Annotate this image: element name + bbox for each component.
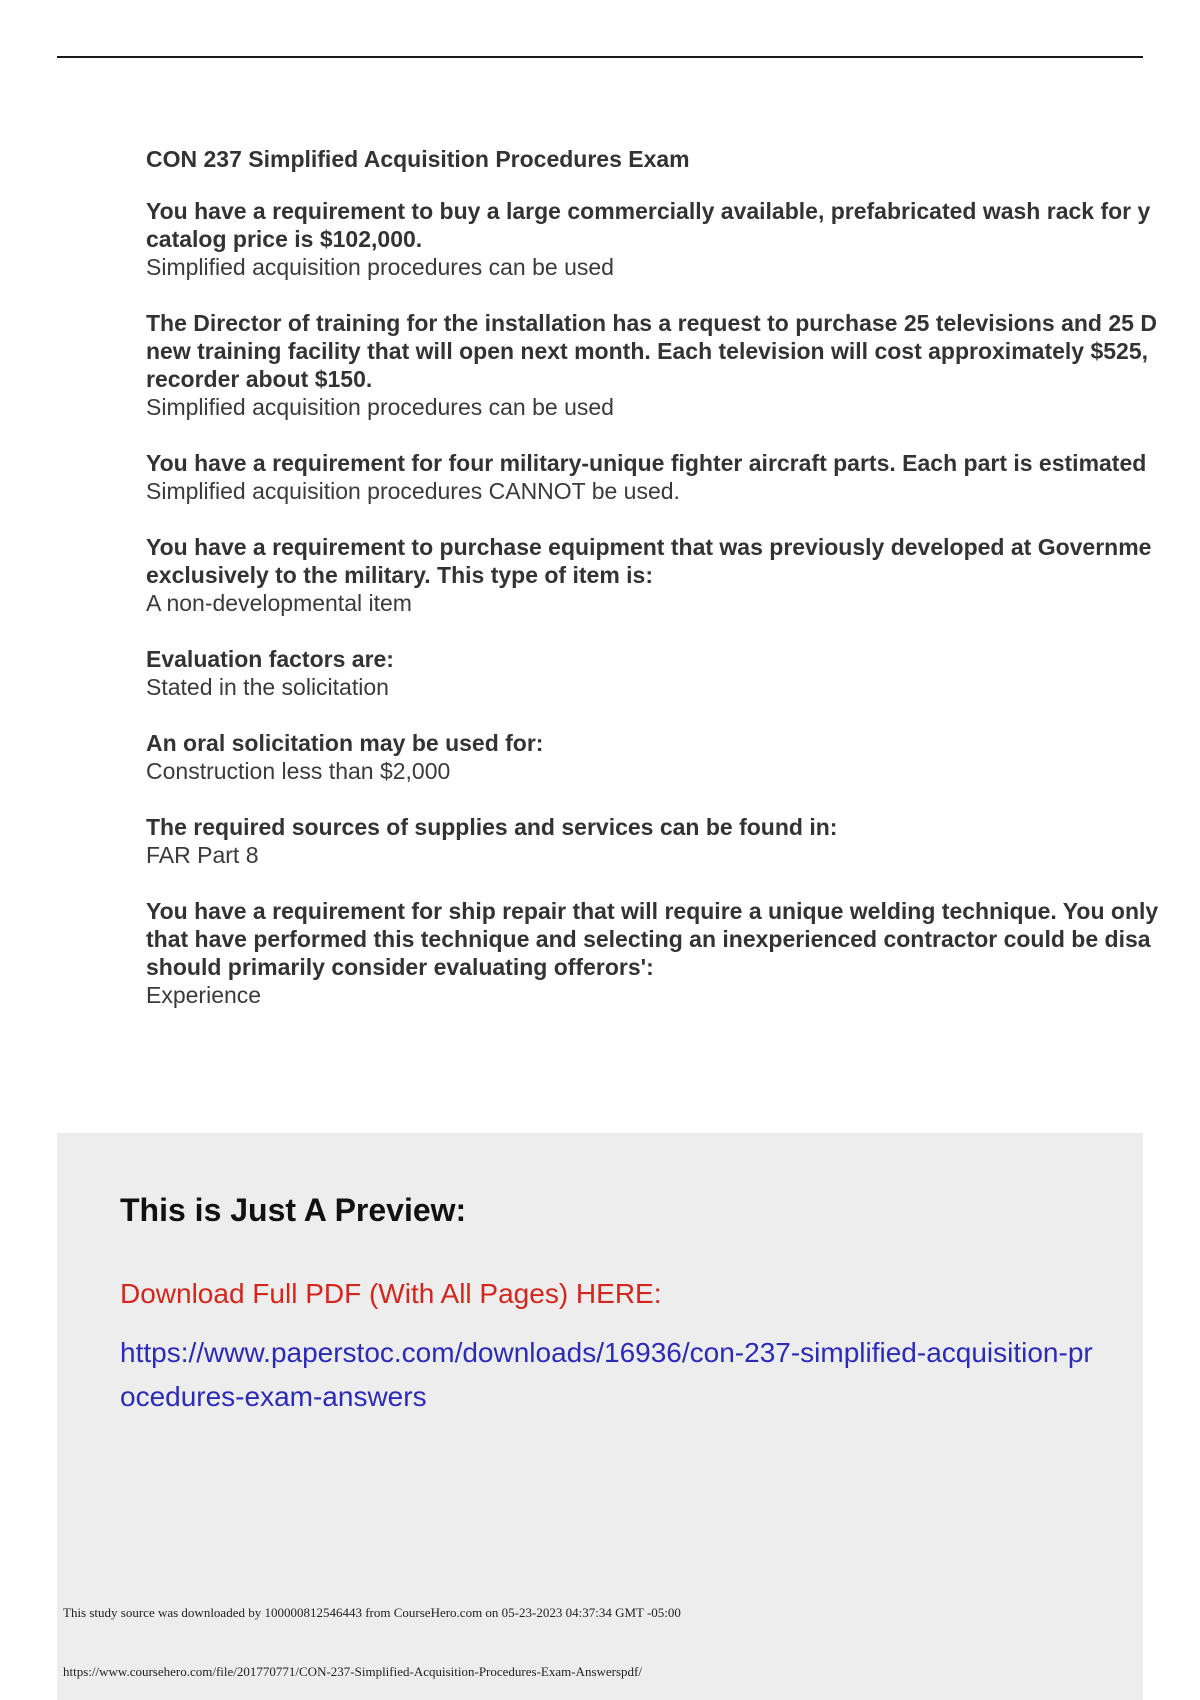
qa-item	[146, 449, 1200, 505]
answer-text: Simplified acquisition procedures can be used	[146, 394, 614, 420]
answer-text: Construction less than $2,000	[146, 758, 451, 784]
download-url-link[interactable]: https://www.paperstoc.com/downloads/16936/con-237-simplified-acquisition-procedures-exam-answers	[120, 1337, 1093, 1412]
question-line: exclusively to the military. This type of item is:	[146, 562, 653, 588]
answer-text: FAR Part 8	[146, 842, 259, 868]
answer-text: A non-developmental item	[146, 590, 412, 616]
qa-item	[146, 897, 1200, 1009]
qa-item	[146, 197, 1200, 281]
question-line: You have a requirement for four military-unique fighter aircraft parts. Each part is estimated	[146, 450, 1147, 476]
answer-text: Simplified acquisition procedures CANNOT be used.	[146, 478, 680, 504]
question-line: catalog price is $102,000.	[146, 226, 423, 252]
question-line: The required sources of supplies and services can be found in:	[146, 814, 838, 840]
source-notice: This study source was downloaded by 100000812546443 from CourseHero.com on 05-23-2023 04:37:34 GMT -05:00	[63, 1605, 681, 1620]
preview-panel	[57, 1133, 1143, 1700]
qa-item	[146, 533, 1200, 617]
page-title: CON 237 Simplified Acquisition Procedures Exam	[146, 146, 690, 172]
question-line: An oral solicitation may be used for:	[146, 730, 544, 756]
question-line: should primarily consider evaluating offerors':	[146, 954, 654, 980]
question-line: that have performed this technique and selecting an inexperienced contractor could be disa	[146, 926, 1151, 952]
answer-text: Simplified acquisition procedures can be used	[146, 254, 614, 280]
answer-text: Stated in the solicitation	[146, 674, 389, 700]
qa-item	[146, 645, 1200, 701]
download-full-pdf-link[interactable]: Download Full PDF (With All Pages) HERE:	[120, 1278, 662, 1309]
question-line: You have a requirement to buy a large commercially available, prefabricated wash rack for y	[146, 198, 1151, 224]
top-divider	[57, 56, 1143, 58]
question-line: Evaluation factors are:	[146, 646, 394, 672]
question-line: The Director of training for the installation has a request to purchase 25 televisions and 25 D	[146, 310, 1157, 336]
answer-text: Experience	[146, 982, 262, 1008]
question-line: new training facility that will open next month. Each television will cost approximately $525,	[146, 338, 1149, 364]
qa-item	[146, 309, 1200, 421]
question-line: You have a requirement to purchase equipment that was previously developed at Governme	[146, 534, 1152, 560]
preview-heading: This is Just A Preview:	[120, 1192, 467, 1228]
qa-item	[146, 729, 1200, 785]
question-line: recorder about $150.	[146, 366, 373, 392]
exam-content	[146, 142, 1200, 1037]
question-line: You have a requirement for ship repair that will require a unique welding technique. You only	[146, 898, 1159, 924]
qa-item	[146, 813, 1200, 869]
source-url: https://www.coursehero.com/file/201770771/CON-237-Simplified-Acquisition-Procedures-Exam-Answerspdf/	[63, 1664, 642, 1679]
